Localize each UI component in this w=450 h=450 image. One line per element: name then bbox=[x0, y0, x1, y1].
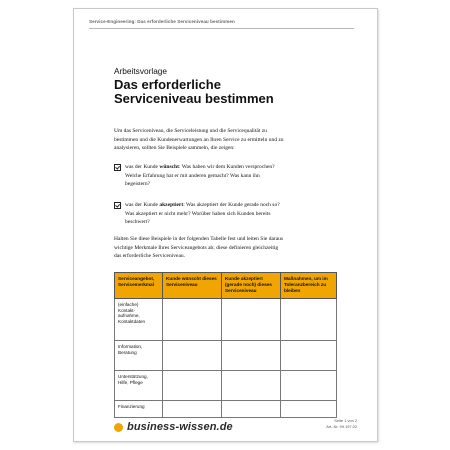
running-header: Service-Engineering: Das erforderliche Serviceniveau bestimmen bbox=[89, 19, 235, 24]
intro-line: Um das Serviceniveau, die Serviceleistung und die Servicequalität zu bbox=[114, 128, 267, 134]
service-level-table bbox=[114, 272, 337, 418]
logo-dot-icon bbox=[114, 423, 123, 432]
header-cell-measures: Maßnahmen, um im Toleranzbereich zu bleiben bbox=[281, 273, 337, 299]
bullet-keyword: akzeptiert bbox=[159, 202, 184, 208]
table-instructions: Halten Sie diese Beispiele in der folgenden Tabelle fest und leiten Sie daraus wichtige Merkmale Ihres Serviceangebots ab; diese definieren gleichzeitig das erforderliche Serviceniveau. bbox=[114, 236, 284, 260]
table-cell[interactable] bbox=[222, 371, 281, 401]
title-line-2: Serviceniveau bestimmen bbox=[114, 91, 274, 107]
page-number: Seite 1 von 2 bbox=[334, 418, 357, 423]
table-cell[interactable] bbox=[281, 371, 337, 401]
intro-line: bestimmen und die Kundenerwartungen an Ihren Service zu ermitteln und zu bbox=[114, 136, 284, 143]
document-kicker: Arbeitsvorlage bbox=[114, 66, 168, 76]
table-cell[interactable] bbox=[163, 299, 222, 341]
table-row bbox=[115, 401, 337, 418]
header-cell-wishes: Kunde wünscht dieses Serviceniveau bbox=[163, 273, 222, 299]
bullet-keyword: wünscht bbox=[159, 164, 179, 170]
table-cell[interactable] bbox=[163, 401, 222, 418]
row-label-cell: (einfache) Kontakt- aufnahme, Kontaktdaten bbox=[115, 299, 163, 341]
table-cell[interactable] bbox=[222, 401, 281, 418]
table-row bbox=[115, 341, 337, 371]
title-line-1: Das erforderliche bbox=[114, 77, 221, 92]
table-cell[interactable] bbox=[281, 299, 337, 341]
table-row bbox=[115, 299, 337, 341]
table-cell[interactable] bbox=[281, 401, 337, 418]
article-number: Art.-Nr. 99.197.02 bbox=[326, 423, 357, 429]
table-cell[interactable] bbox=[163, 341, 222, 371]
checkbox-icon bbox=[114, 202, 121, 209]
table-cell[interactable] bbox=[222, 299, 281, 341]
logo-wordmark: business-wissen.de bbox=[127, 421, 233, 433]
table-cell[interactable] bbox=[281, 341, 337, 371]
document-title bbox=[114, 78, 334, 107]
checkbox-icon bbox=[114, 164, 121, 171]
header-divider bbox=[89, 28, 354, 29]
row-label-cell: Unterstützung, Hilfe, Pflege bbox=[115, 371, 163, 401]
table-cell[interactable] bbox=[222, 341, 281, 371]
intro-line: analysieren, sollten Sie Beispiele sammeln, die zeigen: bbox=[114, 145, 235, 152]
page-footer-info bbox=[326, 418, 357, 429]
row-label-cell: Information, Beratung bbox=[115, 341, 163, 371]
table-header-row bbox=[115, 273, 337, 299]
header-cell-accepts: Kunde akzeptiert (gerade noch) dieses Serviceniveau bbox=[222, 273, 281, 299]
document-page: Service-Engineering: Das erforderliche Serviceniveau bestimmen Arbeitsvorlage Das erforderliche Serviceniveau bestimmen Um das Serviceniveau, die Serviceleistung und die Servicequalität zu bestimmen und die Kundenerwartungen an Ihren Service zu ermitteln und zu analysieren, sollten Sie Beispiele sammeln, die zeigen: was der Kunde wünscht: Was haben wir dem Kunden versprochen? Welche Erfahrung hat er mit anderen gemacht? Was kann ihn begeistern? was der Kunde akzeptiert: Was akzeptiert der Kunde gerade noch so? Was akzeptiert er nicht mehr? Worüber haben sich Kunden bereits beschwert? Halten Sie diese Beispiele in der folgenden Tabelle fest und leiten Sie daraus wichtige Merkmale Ihres Serviceangebots ab; diese definieren gleichzeitig das erforderliche Serviceniveau. Serviceangebot, Servicemerkmal Kunde wünscht dieses Serviceniveau Kunde akzeptiert (gerade noch) dieses Serviceniveau Maßnahmen, um im Toleranzbereich zu bleiben (einfache) Kontakt- aufnahme, Kontaktdaten Information, Beratung Unterstützung, Hilfe, Pflege Finanzierung business-wissen.de Seite 1 von 2 Art.-Nr. 99.197.02 bbox=[73, 8, 378, 442]
row-label-cell: Finanzierung bbox=[115, 401, 163, 418]
table-cell[interactable] bbox=[163, 371, 222, 401]
header-cell-offering: Serviceangebot, Servicemerkmal bbox=[115, 273, 163, 299]
intro-paragraph bbox=[114, 127, 329, 153]
table-row bbox=[115, 371, 337, 401]
brand-logo[interactable] bbox=[114, 421, 233, 433]
